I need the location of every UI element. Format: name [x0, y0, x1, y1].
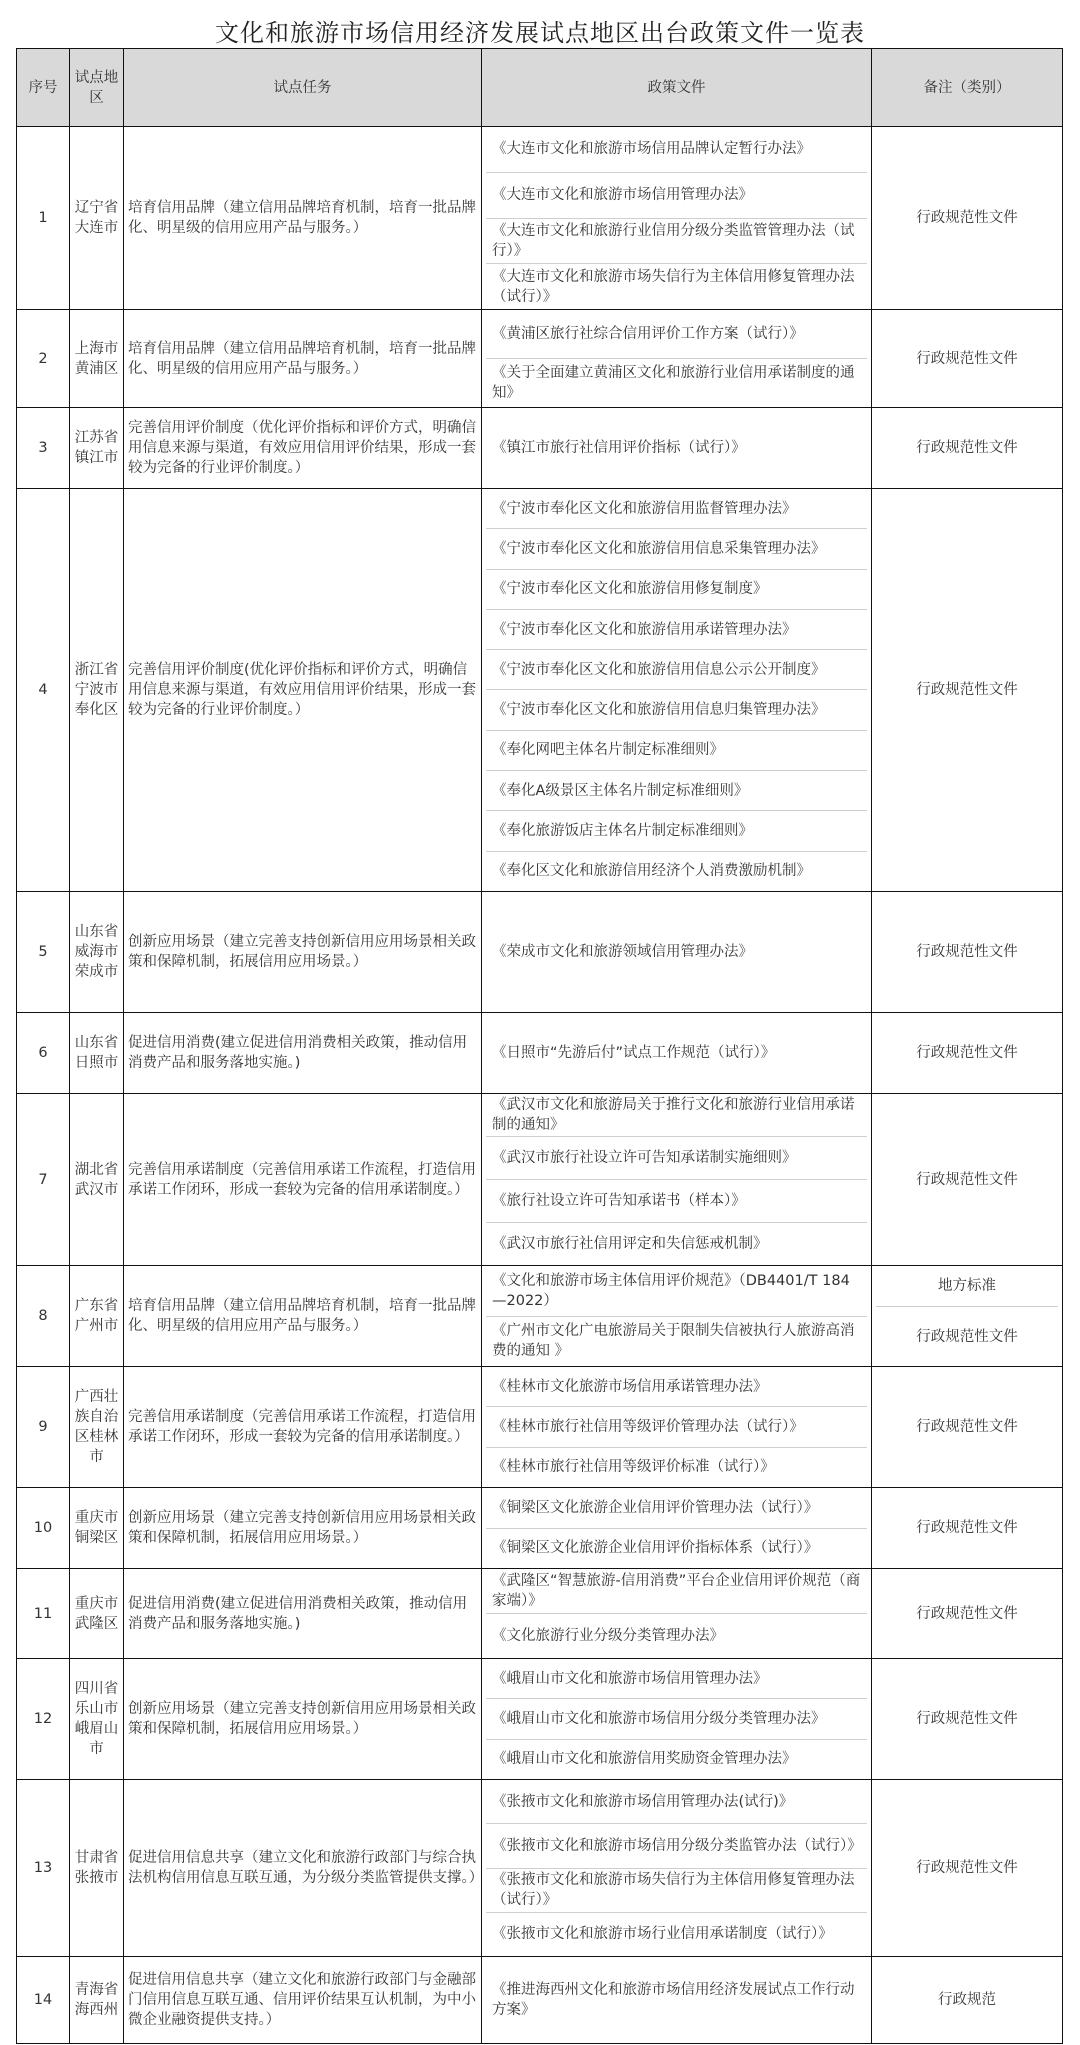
table-body: [17, 127, 1063, 2044]
policy-doc: 《奉化A级景区主体名片制定标准细则》: [486, 770, 867, 810]
policy-doc: 《宁波市奉化区文化和旅游信用监督管理办法》: [492, 500, 797, 517]
policy-doc: 《日照市“先游后付”试点工作规范（试行）》: [492, 1045, 776, 1061]
row-number: 7: [17, 1094, 70, 1266]
policy-docs-cell: [482, 1780, 872, 1957]
category-label: 地方标准: [938, 1278, 996, 1294]
header-task: 试点任务: [124, 49, 482, 127]
category-cell: [872, 408, 1063, 489]
policy-docs-cell: [482, 489, 872, 892]
pilot-region: 重庆市武隆区: [70, 1569, 124, 1659]
policy-docs-cell: [482, 1367, 872, 1488]
policy-doc: 《关于全面建立黄浦区文化和旅游行业信用承诺制度的通知》: [486, 358, 867, 407]
pilot-task: 创新应用场景（建立完善支持创新信用应用场景相关政策和保障机制，拓展信用应用场景。）: [124, 1659, 482, 1780]
table-row: [17, 1569, 1063, 1659]
category-cell: [872, 1569, 1063, 1659]
table-row: [17, 1780, 1063, 1957]
policy-doc: 《张掖市文化和旅游市场信用管理办法(试行)》: [492, 1793, 794, 1810]
policy-doc: 《奉化区文化和旅游信用经济个人消费激励机制》: [486, 851, 867, 891]
policy-docs-cell: [482, 1266, 872, 1367]
category-label: 行政规范性文件: [876, 1306, 1058, 1367]
pilot-task: 完善信用承诺制度（完善信用承诺工作流程，打造信用承诺工作闭环，形成一套较为完备的信用承诺制度。）: [124, 1367, 482, 1488]
policy-doc: 《武汉市旅行社设立许可告知承诺制实施细则》: [486, 1136, 867, 1179]
policy-doc: 《张掖市文化和旅游市场失信行为主体信用修复管理办法（试行）》: [486, 1868, 867, 1912]
table-row: [17, 1266, 1063, 1367]
policy-docs-list: [486, 1266, 867, 1366]
pilot-region: 上海市黄浦区: [70, 310, 124, 408]
category-label: 行政规范: [938, 1992, 996, 2008]
category-cell: [872, 310, 1063, 408]
row-number: 12: [17, 1659, 70, 1780]
category-label: 行政规范性文件: [916, 350, 1018, 367]
policy-doc: 《荣成市文化和旅游领域信用管理办法》: [492, 944, 753, 960]
pilot-region: 江苏省镇江市: [70, 408, 124, 489]
pilot-task: 创新应用场景（建立完善支持创新信用应用场景相关政策和保障机制，拓展信用应用场景。）: [124, 892, 482, 1013]
table-row: [17, 1659, 1063, 1780]
row-number: 1: [17, 127, 70, 310]
pilot-task: 创新应用场景（建立完善支持创新信用应用场景相关政策和保障机制，拓展信用应用场景。）: [124, 1488, 482, 1569]
policy-docs-cell: [482, 1094, 872, 1266]
policy-docs-list: [486, 1488, 867, 1568]
category-cell: [872, 1266, 1063, 1367]
category-label: 行政规范性文件: [916, 1419, 1018, 1435]
policy-docs-list: [486, 1957, 867, 2043]
policy-docs-list: [486, 1367, 867, 1487]
policy-docs-cell: [482, 1957, 872, 2044]
row-number: 6: [17, 1013, 70, 1094]
category-cell: [872, 1488, 1063, 1569]
header-category: 备注（类别）: [872, 49, 1063, 127]
table-row: [17, 1094, 1063, 1266]
category-cell: [872, 1659, 1063, 1780]
policy-docs-cell: [482, 408, 872, 489]
policy-doc: 《文化旅游行业分级分类管理办法》: [486, 1613, 867, 1658]
policy-doc: 《奉化网吧主体名片制定标准细则》: [486, 730, 867, 770]
policy-docs-cell: [482, 892, 872, 1013]
page-title: 文化和旅游市场信用经济发展试点地区出台政策文件一览表: [215, 19, 865, 47]
row-number: 14: [17, 1957, 70, 2044]
pilot-task: 完善信用承诺制度（完善信用承诺工作流程，打造信用承诺工作闭环，形成一套较为完备的信用承诺制度。）: [124, 1094, 482, 1266]
pilot-region: 辽宁省大连市: [70, 127, 124, 310]
category-cell: [872, 892, 1063, 1013]
pilot-task: 促进信用消费(建立促进信用消费相关政策，推动信用消费产品和服务落地实施。): [124, 1569, 482, 1659]
policy-doc: 《铜梁区文化旅游企业信用评价管理办法（试行）》: [492, 1499, 819, 1516]
pilot-region: 山东省威海市荣成市: [70, 892, 124, 1013]
policy-doc: 《大连市文化和旅游行业信用分级分类监管管理办法（试行）》: [486, 218, 867, 264]
policy-docs-list: [486, 310, 867, 407]
pilot-region: 重庆市铜梁区: [70, 1488, 124, 1569]
policy-doc: 《武隆区“智慧旅游-信用消费”平台企业信用评价规范（商家端）》: [492, 1573, 861, 1609]
pilot-task: 促进信用信息共享（建立文化和旅游行政部门与综合执法机构信用信息互联互通，为分级分类监管提供支撑。）: [124, 1780, 482, 1957]
policy-docs-list: [486, 1659, 867, 1779]
policy-docs-list: [486, 1013, 867, 1093]
row-number: 5: [17, 892, 70, 1013]
policy-doc: 《张掖市文化和旅游市场行业信用承诺制度（试行）》: [486, 1912, 867, 1956]
table-row: [17, 1013, 1063, 1094]
policy-docs-list: [486, 408, 867, 488]
table-row: [17, 1488, 1063, 1569]
row-number: 4: [17, 489, 70, 892]
policy-doc: 《镇江市旅行社信用评价指标（试行）》: [492, 440, 746, 456]
policy-doc: 《大连市文化和旅游市场信用品牌认定暂行办法》: [492, 141, 811, 158]
policy-docs-cell: [482, 127, 872, 310]
category-cell: [872, 1094, 1063, 1266]
header-region: 试点地区: [70, 49, 124, 127]
category-label: 行政规范性文件: [916, 1605, 1018, 1622]
policy-doc: 《铜梁区文化旅游企业信用评价指标体系（试行）》: [486, 1528, 867, 1569]
category-cell: [872, 1367, 1063, 1488]
table-row: [17, 1367, 1063, 1488]
category-label: 行政规范性文件: [916, 440, 1018, 456]
row-number: 9: [17, 1367, 70, 1488]
policy-doc: 《推进海西州文化和旅游市场信用经济发展试点工作行动方案》: [492, 1982, 855, 2018]
pilot-region: 浙江省宁波市奉化区: [70, 489, 124, 892]
policy-doc: 《桂林市文化旅游市场信用承诺管理办法》: [492, 1378, 768, 1395]
category-label: 行政规范性文件: [916, 1171, 1018, 1188]
header-docs: 政策文件: [482, 49, 872, 127]
policy-docs-cell: [482, 1013, 872, 1094]
policy-doc: 《武汉市文化和旅游局关于推行文化和旅游行业信用承诺制的通知》: [492, 1097, 855, 1133]
policy-doc: 《宁波市奉化区文化和旅游信用修复制度》: [486, 569, 867, 609]
policy-docs-list: [486, 1094, 867, 1265]
policy-doc: 《宁波市奉化区文化和旅游信用信息采集管理办法》: [486, 528, 867, 568]
row-number: 13: [17, 1780, 70, 1957]
pilot-task: 促进信用消费(建立促进信用消费相关政策，推动信用消费产品和服务落地实施。): [124, 1013, 482, 1094]
policy-doc: 《文化和旅游市场主体信用评价规范》（DB4401/T 184—2022）: [492, 1272, 850, 1309]
policy-docs-list: [486, 127, 867, 309]
row-number: 10: [17, 1488, 70, 1569]
category-cell: [872, 1780, 1063, 1957]
policy-docs-list: [486, 1569, 867, 1658]
pilot-task: 完善信用评价制度（优化评价指标和评价方式，明确信用信息来源与渠道，有效应用信用评价结果，形成一套较为完备的行业评价制度。）: [124, 408, 482, 489]
category-label: 行政规范性文件: [916, 682, 1018, 698]
pilot-task: 促进信用信息共享（建立文化和旅游行政部门与金融部门信用信息互联互通、信用评价结果互认机制，为中小微企业融资提供支持。）: [124, 1957, 482, 2044]
pilot-task: 培育信用品牌（建立信用品牌培育机制，培育一批品牌化、明星级的信用应用产品与服务。）: [124, 1266, 482, 1367]
pilot-region: 广东省广州市: [70, 1266, 124, 1367]
category-cell: [872, 1957, 1063, 2044]
category-cell: [872, 489, 1063, 892]
policy-doc: 《张掖市文化和旅游市场信用分级分类监管办法（试行）》: [486, 1823, 867, 1867]
category-label: 行政规范性文件: [916, 1520, 1018, 1536]
policy-doc: 《桂林市旅行社信用等级评价管理办法（试行）》: [486, 1406, 867, 1446]
category-label: 行政规范性文件: [916, 1711, 1018, 1727]
policy-docs-list: [486, 489, 867, 891]
row-number: 11: [17, 1569, 70, 1659]
category-cell: [872, 1013, 1063, 1094]
table-row: [17, 489, 1063, 892]
row-number: 8: [17, 1266, 70, 1367]
policy-doc: 《大连市文化和旅游市场失信行为主体信用修复管理办法（试行）》: [486, 263, 867, 309]
category-label: 行政规范性文件: [916, 1860, 1018, 1876]
pilot-region: 四川省乐山市峨眉山市: [70, 1659, 124, 1780]
pilot-task: 培育信用品牌（建立信用品牌培育机制，培育一批品牌化、明星级的信用应用产品与服务。）: [124, 127, 482, 310]
category-label: 行政规范性文件: [916, 1045, 1018, 1061]
policy-doc: 《峨眉山市文化和旅游市场信用管理办法》: [492, 1670, 768, 1687]
row-number: 3: [17, 408, 70, 489]
policy-docs-cell: [482, 1659, 872, 1780]
policy-doc: 《奉化旅游饭店主体名片制定标准细则》: [486, 810, 867, 850]
policy-doc: 《桂林市旅行社信用等级评价标准（试行）》: [486, 1447, 867, 1487]
policy-docs-list: [486, 1780, 867, 1956]
policy-docs-cell: [482, 310, 872, 408]
pilot-task: 完善信用评价制度(优化评价指标和评价方式，明确信用信息来源与渠道，有效应用信用评价结果，形成一套较为完备的行业评价制度。）: [124, 489, 482, 892]
policy-doc: 《黄浦区旅行社综合信用评价工作方案（试行）》: [492, 326, 804, 342]
category-cell: [872, 127, 1063, 310]
policy-doc: 《大连市文化和旅游市场信用管理办法》: [486, 172, 867, 218]
policy-doc: 《武汉市旅行社信用评定和失信惩戒机制》: [486, 1222, 867, 1265]
policy-doc: 《宁波市奉化区文化和旅游信用信息归集管理办法》: [486, 689, 867, 729]
pilot-region: 湖北省武汉市: [70, 1094, 124, 1266]
policy-doc: 《旅行社设立许可告知承诺书（样本）》: [486, 1179, 867, 1222]
table-row: [17, 127, 1063, 310]
pilot-region: 青海省海西州: [70, 1957, 124, 2044]
policy-docs-cell: [482, 1569, 872, 1659]
category-label: 行政规范性文件: [916, 944, 1018, 960]
header-row: [17, 49, 1063, 127]
table-row: [17, 408, 1063, 489]
policy-doc: 《宁波市奉化区文化和旅游信用承诺管理办法》: [486, 609, 867, 649]
policy-table: [16, 48, 1063, 2044]
table-row: [17, 892, 1063, 1013]
pilot-region: 山东省日照市: [70, 1013, 124, 1094]
policy-docs-list: [486, 892, 867, 1012]
row-number: 2: [17, 310, 70, 408]
pilot-region: 甘肃省张掖市: [70, 1780, 124, 1957]
pilot-task: 培育信用品牌（建立信用品牌培育机制，培育一批品牌化、明星级的信用应用产品与服务。）: [124, 310, 482, 408]
category-label: 行政规范性文件: [916, 210, 1018, 226]
policy-doc: 《宁波市奉化区文化和旅游信用信息公示公开制度》: [486, 649, 867, 689]
policy-docs-cell: [482, 1488, 872, 1569]
table-row: [17, 1957, 1063, 2044]
policy-doc: 《峨眉山市文化和旅游市场信用分级分类管理办法》: [486, 1698, 867, 1738]
policy-doc: 《峨眉山市文化和旅游信用奖励资金管理办法》: [486, 1739, 867, 1779]
policy-doc: 《广州市文化广电旅游局关于限制失信被执行人旅游高消费的通知 》: [486, 1316, 867, 1367]
table-row: [17, 310, 1063, 408]
header-num: 序号: [17, 49, 70, 127]
pilot-region: 广西壮族自治区桂林市: [70, 1367, 124, 1488]
